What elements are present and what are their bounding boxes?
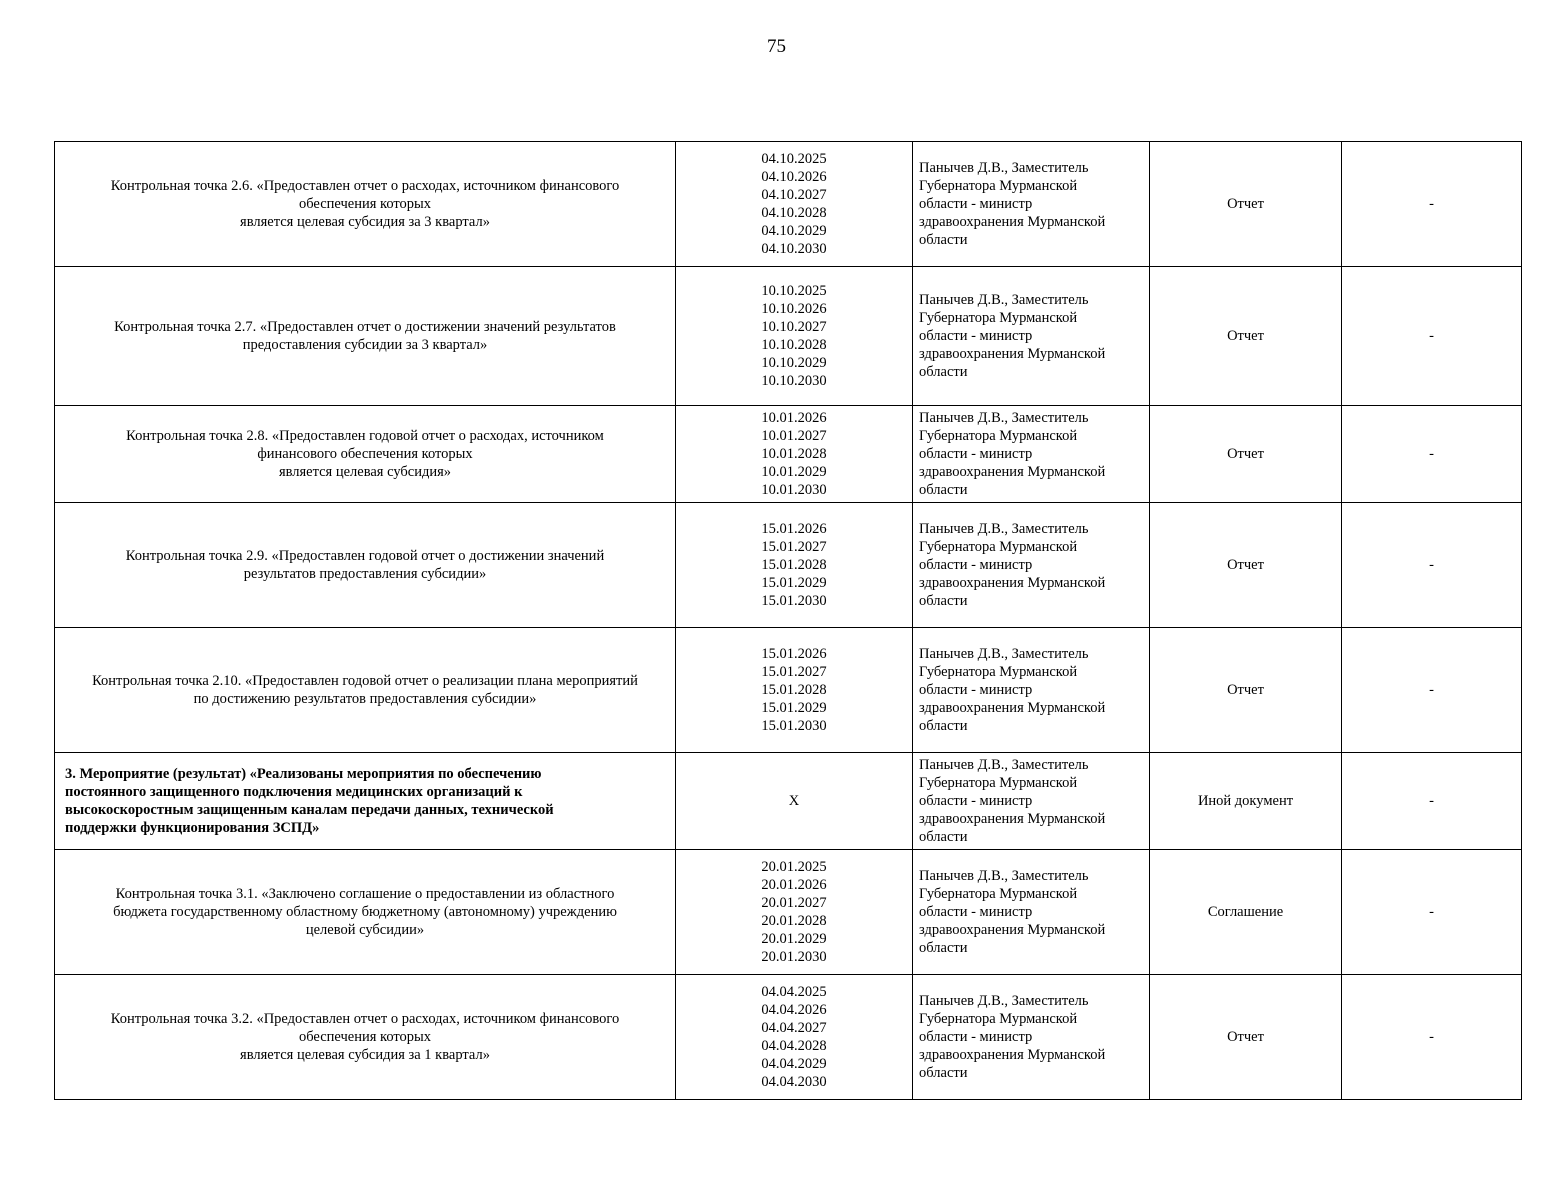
info-system-cell: -	[1342, 628, 1522, 753]
document-type-cell: Отчет	[1150, 142, 1342, 267]
responsible-person-line: здравоохранения Мурманской	[919, 811, 1106, 827]
due-dates-line: 10.10.2029	[761, 355, 827, 371]
responsible-person-line: Губернатора Мурманской	[919, 178, 1078, 194]
responsible-person-line: области	[919, 593, 968, 609]
responsible-person-line: Панычев Д.В., Заместитель	[919, 993, 1089, 1009]
responsible-person-line: Губернатора Мурманской	[919, 886, 1078, 902]
responsible-person-line: области	[919, 232, 968, 248]
responsible-person-line: области	[919, 718, 968, 734]
responsible-person-cell	[913, 406, 1150, 503]
responsible-person-line: области	[919, 364, 968, 380]
table-row	[55, 628, 1522, 753]
event-name-line: Контрольная точка 2.7. «Предоставлен отчет о достижении значений результатов	[114, 319, 616, 335]
table-row	[55, 753, 1522, 850]
document-type-cell: Отчет	[1150, 628, 1342, 753]
responsible-person-line: Панычев Д.В., Заместитель	[919, 410, 1089, 426]
responsible-person-cell	[913, 850, 1150, 975]
event-name-line: 3. Мероприятие (результат) «Реализованы мероприятия по обеспечению	[65, 766, 542, 782]
due-dates-cell	[676, 267, 913, 406]
due-dates-line: 15.01.2030	[761, 718, 827, 734]
event-name-cell	[55, 628, 676, 753]
responsible-person-line: Панычев Д.В., Заместитель	[919, 292, 1089, 308]
responsible-person-line: Губернатора Мурманской	[919, 310, 1078, 326]
responsible-person-line: Панычев Д.В., Заместитель	[919, 868, 1089, 884]
info-system-cell: -	[1342, 406, 1522, 503]
info-system-cell: -	[1342, 850, 1522, 975]
due-dates-line: 04.04.2029	[761, 1056, 827, 1072]
responsible-person-line: здравоохранения Мурманской	[919, 346, 1106, 362]
responsible-person-cell	[913, 503, 1150, 628]
due-dates-line: 20.01.2025	[761, 859, 827, 875]
info-system-cell: -	[1342, 142, 1522, 267]
responsible-person-line: области - министр	[919, 557, 1033, 573]
table-row	[55, 503, 1522, 628]
due-dates-line: 15.01.2026	[761, 521, 827, 537]
info-system-cell: -	[1342, 503, 1522, 628]
due-dates-line: 04.04.2030	[761, 1074, 827, 1090]
due-dates-line: 10.01.2030	[761, 482, 827, 498]
due-dates-line: 20.01.2028	[761, 913, 827, 929]
due-dates-line: 15.01.2028	[761, 557, 827, 573]
responsible-person-cell	[913, 628, 1150, 753]
responsible-person-cell	[913, 753, 1150, 850]
responsible-person-line: Губернатора Мурманской	[919, 428, 1078, 444]
responsible-person-cell	[913, 142, 1150, 267]
event-name-line: Контрольная точка 2.6. «Предоставлен отчет о расходах, источником финансового	[110, 178, 620, 194]
due-dates-cell	[676, 850, 913, 975]
event-name-cell	[55, 267, 676, 406]
document-type-cell: Иной документ	[1150, 753, 1342, 850]
control-points-table	[54, 141, 1522, 1100]
event-name-cell	[55, 975, 676, 1100]
table-body	[55, 142, 1522, 1100]
responsible-person-line: здравоохранения Мурманской	[919, 922, 1106, 938]
due-dates-line: 10.01.2026	[761, 410, 827, 426]
due-dates-line: 04.10.2026	[761, 169, 827, 185]
due-dates-line: 04.10.2028	[761, 205, 827, 221]
due-dates-line: 15.01.2029	[761, 575, 827, 591]
due-dates-line: 04.04.2028	[761, 1038, 827, 1054]
due-dates-line: 15.01.2030	[761, 593, 827, 609]
responsible-person-line: здравоохранения Мурманской	[919, 464, 1106, 480]
responsible-person-line: здравоохранения Мурманской	[919, 214, 1106, 230]
event-name-line: Контрольная точка 3.1. «Заключено соглашение о предоставлении из областного	[115, 886, 615, 902]
due-dates-line: 20.01.2030	[761, 949, 827, 965]
due-dates-line: 15.01.2027	[761, 664, 827, 680]
due-dates-line: 04.10.2030	[761, 241, 827, 257]
responsible-person-line: здравоохранения Мурманской	[919, 575, 1106, 591]
due-dates-line: 04.10.2027	[761, 187, 827, 203]
event-name-line: Контрольная точка 2.9. «Предоставлен годовой отчет о достижении значений	[125, 548, 605, 564]
due-dates-line: 20.01.2027	[761, 895, 827, 911]
responsible-person-line: области - министр	[919, 446, 1033, 462]
responsible-person-line: здравоохранения Мурманской	[919, 1047, 1106, 1063]
event-name-line: обеспечения которых	[298, 1029, 432, 1045]
due-dates-cell	[676, 142, 913, 267]
responsible-person-line: области - министр	[919, 904, 1033, 920]
event-name-cell	[55, 503, 676, 628]
event-name-cell	[55, 850, 676, 975]
due-dates-line: 15.01.2027	[761, 539, 827, 555]
due-dates-line: 04.10.2029	[761, 223, 827, 239]
responsible-person-line: Панычев Д.В., Заместитель	[919, 160, 1089, 176]
due-dates-line: 04.10.2025	[761, 151, 827, 167]
responsible-person-line: области	[919, 482, 968, 498]
document-type-cell: Отчет	[1150, 267, 1342, 406]
due-dates-line: 04.04.2027	[761, 1020, 827, 1036]
due-dates-line: 20.01.2026	[761, 877, 827, 893]
table-row	[55, 267, 1522, 406]
event-name-line: поддержки функционирования ЗСПД»	[65, 820, 320, 836]
event-name-line: целевой субсидии»	[305, 922, 425, 938]
due-dates-line: 10.01.2029	[761, 464, 827, 480]
due-dates-line: 10.10.2027	[761, 319, 827, 335]
responsible-person-line: Панычев Д.В., Заместитель	[919, 521, 1089, 537]
due-dates-line: 10.10.2028	[761, 337, 827, 353]
due-dates-line: 10.10.2026	[761, 301, 827, 317]
due-dates-line: 10.01.2027	[761, 428, 827, 444]
due-dates-cell	[676, 503, 913, 628]
event-name-line: постоянного защищенного подключения медицинских организаций к	[65, 784, 523, 800]
responsible-person-line: Панычев Д.В., Заместитель	[919, 646, 1089, 662]
responsible-person-line: области - министр	[919, 196, 1033, 212]
responsible-person-line: области	[919, 1065, 968, 1081]
info-system-cell: -	[1342, 975, 1522, 1100]
responsible-person-line: Губернатора Мурманской	[919, 1011, 1078, 1027]
responsible-person-line: Панычев Д.В., Заместитель	[919, 757, 1089, 773]
due-dates-line: X	[788, 793, 800, 809]
responsible-person-line: области	[919, 829, 968, 845]
event-name-cell	[55, 753, 676, 850]
due-dates-line: 04.04.2026	[761, 1002, 827, 1018]
table-row	[55, 142, 1522, 267]
event-name-line: Контрольная точка 2.10. «Предоставлен годовой отчет о реализации плана мероприятий	[92, 673, 638, 689]
responsible-person-line: области - министр	[919, 793, 1033, 809]
table-row	[55, 850, 1522, 975]
event-name-line: финансового обеспечения которых	[257, 446, 473, 462]
due-dates-line: 10.10.2025	[761, 283, 827, 299]
responsible-person-line: области - министр	[919, 1029, 1033, 1045]
due-dates-cell	[676, 406, 913, 503]
info-system-cell: -	[1342, 267, 1522, 406]
responsible-person-line: Губернатора Мурманской	[919, 539, 1078, 555]
event-name-line: бюджета государственному областному бюджетному (автономному) учреждению	[113, 904, 617, 920]
event-name-line: по достижению результатов предоставления субсидии»	[193, 691, 537, 707]
responsible-person-line: области - министр	[919, 328, 1033, 344]
event-name-line: обеспечения которых	[298, 196, 432, 212]
responsible-person-line: Губернатора Мурманской	[919, 664, 1078, 680]
document-type-cell: Соглашение	[1150, 850, 1342, 975]
due-dates-line: 15.01.2026	[761, 646, 827, 662]
due-dates-cell	[676, 975, 913, 1100]
event-name-line: является целевая субсидия»	[278, 464, 452, 480]
due-dates-cell	[676, 753, 913, 850]
due-dates-line: 10.01.2028	[761, 446, 827, 462]
page-number: 75	[767, 36, 786, 57]
responsible-person-line: области - министр	[919, 682, 1033, 698]
event-name-line: является целевая субсидия за 3 квартал»	[240, 214, 490, 230]
table-row	[55, 406, 1522, 503]
event-name-cell	[55, 142, 676, 267]
event-name-line: Контрольная точка 2.8. «Предоставлен годовой отчет о расходах, источником	[126, 428, 604, 444]
responsible-person-line: здравоохранения Мурманской	[919, 700, 1106, 716]
due-dates-line: 15.01.2029	[761, 700, 827, 716]
document-type-cell: Отчет	[1150, 406, 1342, 503]
document-type-cell: Отчет	[1150, 975, 1342, 1100]
event-name-cell	[55, 406, 676, 503]
due-dates-line: 15.01.2028	[761, 682, 827, 698]
document-type-cell: Отчет	[1150, 503, 1342, 628]
responsible-person-cell	[913, 267, 1150, 406]
due-dates-line: 20.01.2029	[761, 931, 827, 947]
due-dates-cell	[676, 628, 913, 753]
info-system-cell: -	[1342, 753, 1522, 850]
event-name-line: высокоскоростным защищенным каналам передачи данных, технической	[65, 802, 554, 818]
event-name-line: результатов предоставления субсидии»	[243, 566, 487, 582]
due-dates-line: 10.10.2030	[761, 373, 827, 389]
event-name-line: предоставления субсидии за 3 квартал»	[242, 337, 488, 353]
responsible-person-line: области	[919, 940, 968, 956]
table-row	[55, 975, 1522, 1100]
responsible-person-line: Губернатора Мурманской	[919, 775, 1078, 791]
responsible-person-cell	[913, 975, 1150, 1100]
due-dates-line: 04.04.2025	[761, 984, 827, 1000]
event-name-line: является целевая субсидия за 1 квартал»	[240, 1047, 490, 1063]
event-name-line: Контрольная точка 3.2. «Предоставлен отчет о расходах, источником финансового	[110, 1011, 620, 1027]
